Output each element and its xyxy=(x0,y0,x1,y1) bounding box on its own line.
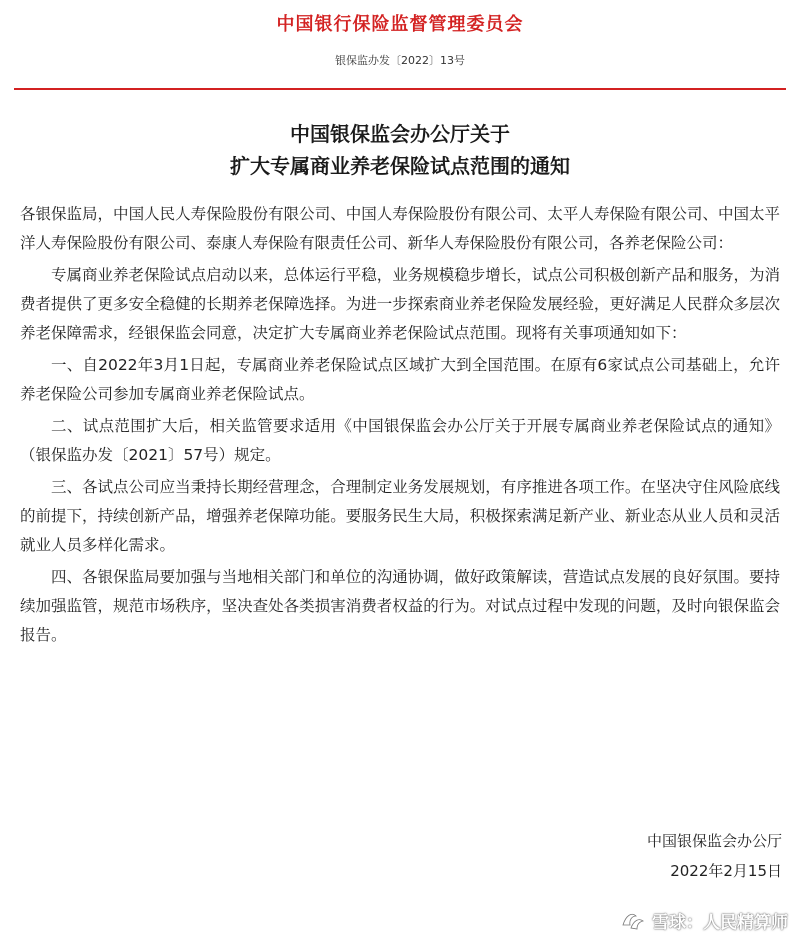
snowball-logo-icon xyxy=(620,910,646,932)
document-number: 银保监办发〔2022〕13号 xyxy=(335,54,465,67)
watermark-text: 雪球：人民精算师 xyxy=(652,913,788,933)
item-4-paragraph: 四、各银保监局要加强与当地相关部门和单位的沟通协调，做好政策解读，营造试点发展的良好氛围。要持续加强监管，规范市场秩序，坚决查处各类损害消费者权益的行为。对试点过程中发现的问题，及时向银保监会报告。 xyxy=(20,568,780,644)
signature-date: 2022年2月15日 xyxy=(670,862,782,880)
issuing-organization: 中国银行保险监督管理委员会 xyxy=(276,14,524,35)
document-body xyxy=(20,200,780,650)
item-3-paragraph: 三、各试点公司应当秉持长期经营理念，合理制定业务发展规划，有序推进各项工作。在坚决守住风险底线的前提下，持续创新产品，增强养老保障功能。要服务民生大局，积极探索满足新产业、新业态从业人员和灵活就业人员多样化需求。 xyxy=(20,478,780,554)
item-2-paragraph: 二、试点范围扩大后，相关监管要求适用《中国银保监会办公厅关于开展专属商业养老保险试点的通知》（银保监办发〔2021〕57号）规定。 xyxy=(20,417,780,464)
red-header-rule xyxy=(14,88,786,90)
signature-block xyxy=(647,826,782,886)
item-1-paragraph: 一、自2022年3月1日起，专属商业养老保险试点区域扩大到全国范围。在原有6家试点公司基础上，允许养老保险公司参加专属商业养老保险试点。 xyxy=(20,356,780,403)
title-line-2: 扩大专属商业养老保险试点范围的通知 xyxy=(230,154,570,178)
signature-issuer: 中国银保监会办公厅 xyxy=(646,832,782,850)
title-line-1: 中国银保监会办公厅关于 xyxy=(290,122,510,146)
watermark xyxy=(620,908,788,933)
document-title xyxy=(0,118,800,182)
addressees: 各银保监局，中国人民人寿保险股份有限公司、中国人寿保险股份有限公司、太平人寿保险有限公司、中国太平洋人寿保险股份有限公司、泰康人寿保险有限责任公司、新华人寿保险股份有限公司，各养老保险公司： xyxy=(20,205,780,252)
intro-paragraph: 专属商业养老保险试点启动以来，总体运行平稳，业务规模稳步增长，试点公司积极创新产品和服务，为消费者提供了更多安全稳健的长期养老保障选择。为进一步探索商业养老保险发展经验，更好满足人民群众多层次养老保障需求，经银保监会同意，决定扩大专属商业养老保险试点范围。现将有关事项通知如下： xyxy=(20,266,780,342)
